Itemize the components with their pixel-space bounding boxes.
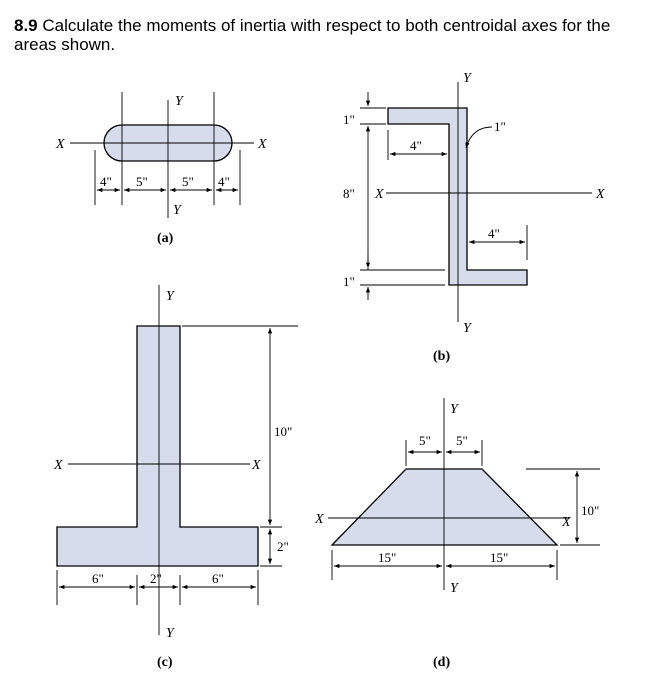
figure-a	[55, 92, 267, 246]
figure-b-dim-top-thk: 1"	[343, 112, 355, 127]
figure-c-y-label-bottom: Y	[166, 626, 174, 641]
figure-b-dim-top-flange: 4"	[410, 138, 422, 153]
figure-a-dim-4: 4"	[218, 174, 230, 189]
figure-d-dim-height: 10"	[581, 503, 600, 518]
figure-d	[314, 398, 600, 670]
figure-c-dim-left: 6"	[92, 571, 104, 586]
figure-d-y-label-bottom: Y	[450, 581, 458, 596]
figure-c-caption: (c)	[157, 655, 173, 670]
figure-a-y-label-bottom: Y	[173, 203, 181, 218]
figure-c-x-label-right: X	[252, 458, 261, 473]
figure-a-caption: (a)	[157, 231, 174, 246]
figure-c-dim-stem-height: 10"	[274, 424, 293, 439]
figure-a-x-label-right: X	[258, 137, 267, 152]
figure-d-dim-top-right: 5"	[456, 433, 468, 448]
figure-b-shape	[388, 108, 527, 285]
figure-a-x-label-left: X	[56, 137, 65, 152]
figure-b-y-label-top: Y	[463, 71, 471, 86]
figure-c-dim-base-thk: 2"	[277, 539, 289, 554]
figure-c-y-label-top: Y	[166, 289, 174, 304]
figure-d-shape	[332, 469, 557, 545]
figure-c-x-label-left: X	[54, 458, 63, 473]
figure-d-dim-top-left: 5"	[419, 433, 431, 448]
figure-b-dim-height: 8"	[343, 186, 355, 201]
figure-b-caption: (b)	[433, 349, 451, 364]
figure-a-dim-1: 4"	[100, 174, 112, 189]
figure-d-y-label-top: Y	[450, 402, 458, 417]
figure-a-dim-2: 5"	[136, 174, 148, 189]
figure-b-dim-web-thk: 1"	[494, 119, 506, 134]
figure-b-y-label-bottom: Y	[463, 321, 471, 336]
figure-b-dim-bottom-thk: 1"	[343, 274, 355, 289]
figure-b-x-label-left: X	[375, 187, 384, 202]
figure-c	[53, 285, 298, 670]
figure-a-y-label-top: Y	[175, 94, 183, 109]
figure-d-x-label-right: X	[562, 515, 571, 530]
figure-d-dim-bottom-left: 15"	[378, 550, 397, 565]
figure-d-dim-bottom-right: 15"	[490, 550, 509, 565]
figure-b	[343, 71, 605, 364]
figure-c-shape	[57, 326, 258, 566]
problem-text: Calculate the moments of inertia with respect to both centroidal axes for the areas shown.	[14, 16, 611, 54]
figure-c-dim-stem-width: 2"	[150, 571, 162, 586]
figure-d-caption: (d)	[433, 655, 451, 670]
problem-number: 8.9	[14, 16, 38, 35]
figure-c-dim-right: 6"	[212, 571, 224, 586]
figure-b-x-label-right: X	[596, 187, 605, 202]
figure-a-dim-3: 5"	[182, 174, 194, 189]
figure-d-x-label-left: X	[315, 512, 324, 527]
figure-b-dim-bottom-flange: 4"	[488, 226, 500, 241]
